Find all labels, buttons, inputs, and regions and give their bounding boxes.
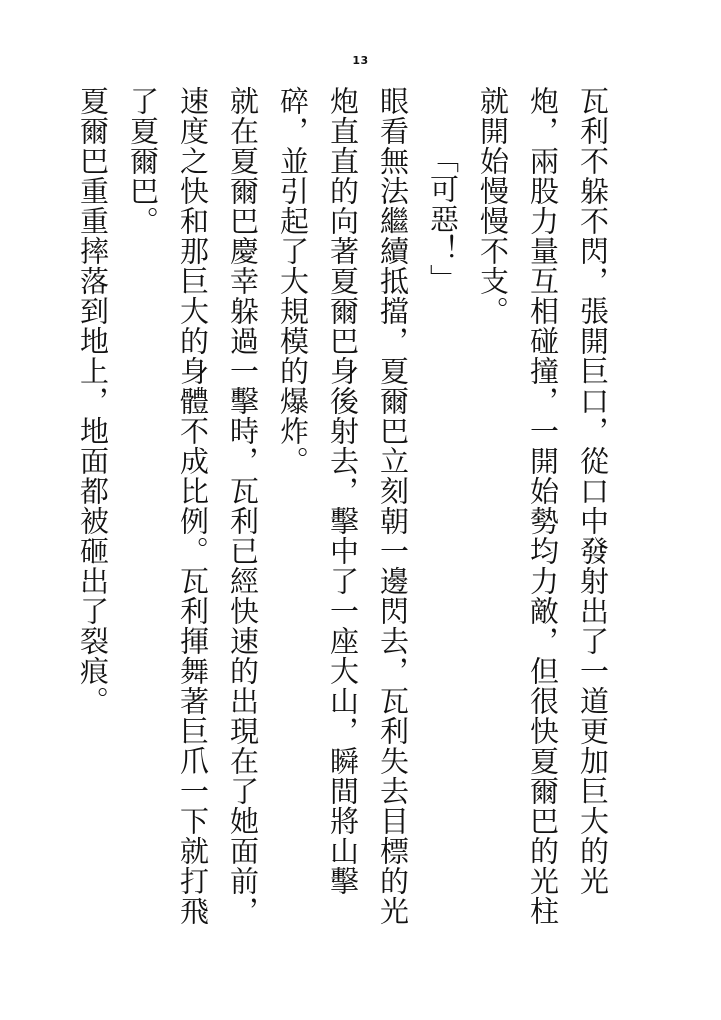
paragraph: 就在夏爾巴慶幸躲過一擊時，瓦利已經快速的出現在了她面前，速度之快和那巨大的身體不成比例。瓦利揮舞著巨爪一下就打飛了夏爾巴。 (126, 86, 260, 926)
page-number: 13 (352, 54, 369, 67)
paragraph: 眼看無法繼續抵擋，夏爾巴立刻朝一邊閃去，瓦利失去目標的光炮直直的向著夏爾巴身後射去，擊中了一座大山，瞬間將山擊碎，並引起了大規模的爆炸。 (276, 86, 410, 926)
paragraph: 夏爾巴重重摔落到地上，地面都被砸出了裂痕。 (76, 86, 110, 716)
dialogue-paragraph: 「可惡！」 (426, 144, 460, 294)
page-body-text (68, 86, 618, 946)
paragraph: 瓦利不躲不閃，張開巨口，從口中發射出了一道更加巨大的光炮，兩股力量互相碰撞，一開始勢均力敵，但很快夏爾巴的光柱就開始慢慢不支。 (476, 86, 610, 926)
